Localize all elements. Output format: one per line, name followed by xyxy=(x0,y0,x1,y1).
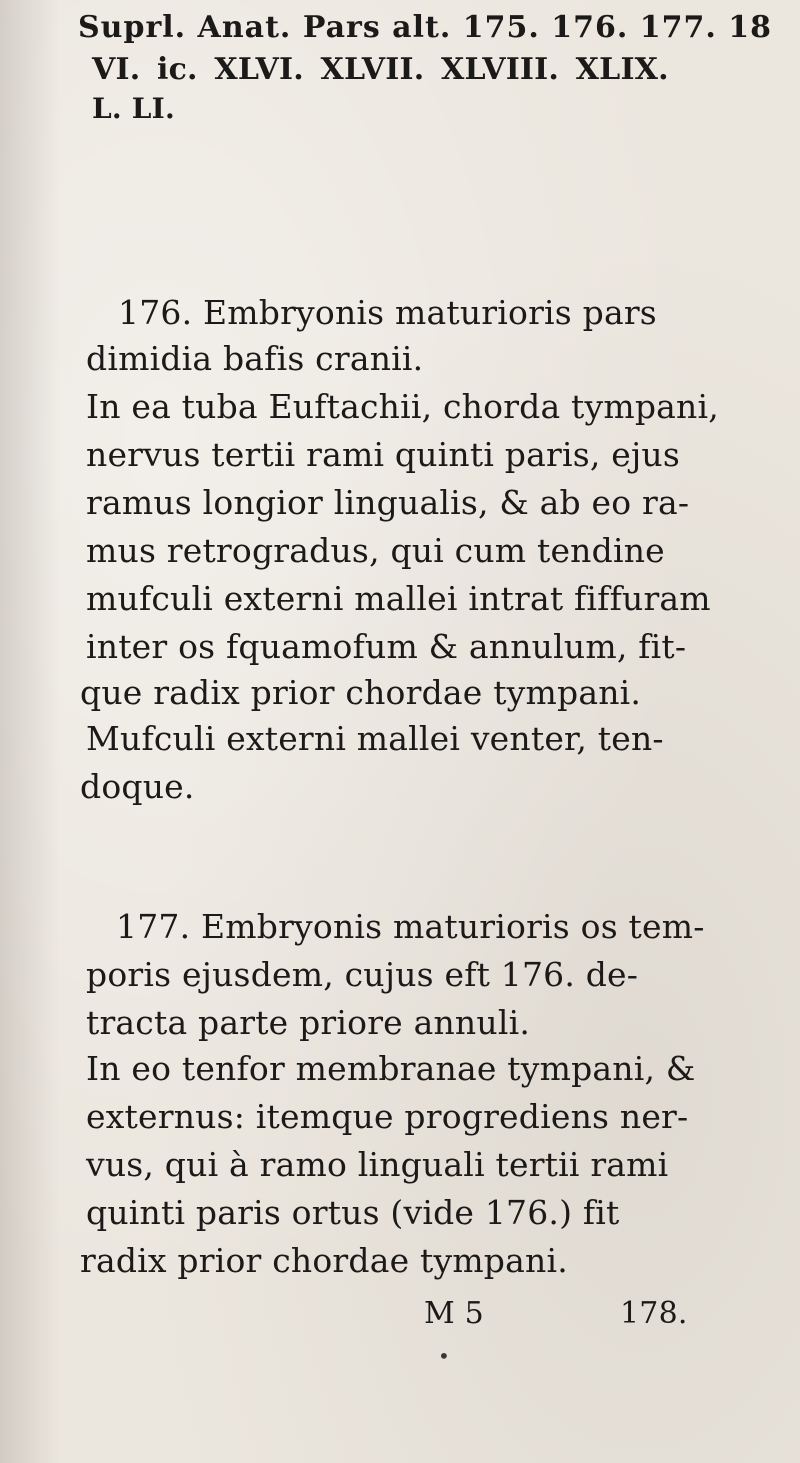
text-line: poris ejusdem, cujus eft 176. de- xyxy=(86,955,639,994)
text-line: In eo tenfor membranae tympani, & xyxy=(86,1049,696,1088)
text-line: externus: itemque progrediens ner- xyxy=(86,1097,689,1136)
text-line: mufculi externi mallei intrat fiffuram xyxy=(86,579,711,618)
text-line: dimidia bafis cranii. xyxy=(86,339,424,378)
text-line: quinti paris ortus (vide 176.) fit xyxy=(86,1193,620,1232)
text-line: Mufculi externi mallei venter, ten- xyxy=(86,719,664,758)
text-line: In ea tuba Euftachii, chorda tympani, xyxy=(86,387,719,426)
signature-mark: M 5 xyxy=(424,1296,484,1331)
text-line: vus, qui à ramo linguali tertii rami xyxy=(86,1145,669,1184)
running-head: Suprl. Anat. Pars alt. 175. 176. 177. 18 xyxy=(78,10,773,45)
text-line: 176. Embryonis maturioris pars xyxy=(118,293,657,332)
text-line: que radix prior chordae tympani. xyxy=(80,673,642,712)
text-line: mus retrogradus, qui cum tendine xyxy=(86,531,665,570)
text-line: tracta parte priore annuli. xyxy=(86,1003,531,1042)
ink-speck: • xyxy=(438,1344,450,1368)
text-line: inter os fquamofum & annulum, fit- xyxy=(86,627,687,666)
catchword: 178. xyxy=(620,1296,688,1331)
text-line: ramus longior lingualis, & ab eo ra- xyxy=(86,483,690,522)
page-gutter-shadow xyxy=(0,0,60,1463)
text-line: nervus tertii rami quinti paris, ejus xyxy=(86,435,680,474)
plate-columns-continued: L. LI. xyxy=(92,92,175,125)
text-line: doque. xyxy=(80,767,195,806)
text-line: 177. Embryonis maturioris os tem- xyxy=(116,907,705,946)
plate-columns: VI. ic. XLVI. XLVII. XLVIII. XLIX. xyxy=(92,52,669,87)
text-line: radix prior chordae tympani. xyxy=(80,1241,568,1280)
